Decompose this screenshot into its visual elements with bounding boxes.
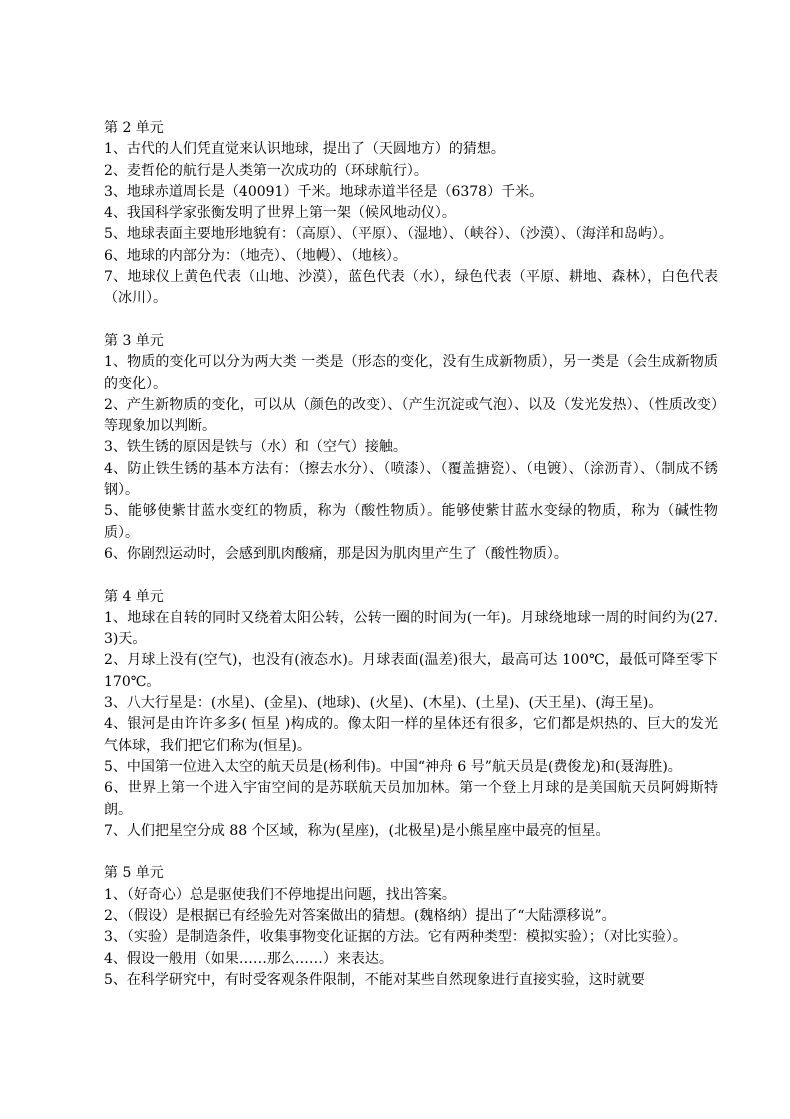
list-item: 2、（假设）是根据已有经验先对答案做出的猜想。(魏格纳）提出了“大陆漂移说”。 <box>104 907 616 924</box>
list-item: 3、八大行星是：(水星)、(金星)、(地球)、(火星)、(木星)、(土星)、(天王星)、(海王星)。 <box>104 695 663 712</box>
unit-3-section <box>104 331 718 565</box>
list-item: 3、（实验）是制造条件，收集事物变化证据的方法。它有两种类型：模拟实验）；（对比实验）。 <box>104 929 687 946</box>
unit-heading: 第 2 单元 <box>104 120 164 136</box>
list-item: 6、你剧烈运动时，会感到肌肉酸痛，那是因为肌肉里产生了（酸性物质）。 <box>104 545 568 562</box>
list-item: 7、人们把星空分成 88 个区域，称为(星座)，(北极星)是小熊星座中最亮的恒星。 <box>104 822 610 839</box>
list-item: 4、我国科学家张衡发明了世界上第一架（候风地动仪）。 <box>104 205 456 222</box>
list-item: 1、物质的变化可以分为两大类 一类是（形态的变化，没有生成新物质），另一类是（会生成新物质的变化）。 <box>104 354 718 392</box>
list-item: 3、铁生锈的原因是铁与（水）和（空气）接触。 <box>104 439 407 456</box>
list-item: 4、防止铁生锈的基本方法有：（擦去水分）、（喷漆）、（覆盖搪瓷）、（电镀）、（涂沥青）、（制成不锈钢）。 <box>104 460 718 499</box>
list-item: 5、中国第一位进入太空的航天员是(杨利伟)。中国“神舟 6 号”航天员是(费俊龙)和(聂海胜)。 <box>104 758 682 775</box>
list-item: 2、麦哲伦的航行是人类第一次成功的（环球航行）。 <box>104 162 428 179</box>
list-item: 6、地球的内部分为：（地壳）、（地幔）、（地核）。 <box>104 247 407 264</box>
list-item: 4、假设一般用（如果……那么……）来表达。 <box>104 950 393 967</box>
list-item: 3、地球赤道周长是（40091）千米。地球赤道半径是（6378）千米。 <box>104 183 544 200</box>
list-item: 5、地球表面主要地形地貌有：（高原）、（平原）、（湿地）、（峡谷）、（沙漠）、（海洋和岛屿）。 <box>104 226 673 243</box>
unit-heading: 第 3 单元 <box>104 332 164 349</box>
unit-5-section <box>104 863 718 991</box>
document-page <box>104 118 718 1012</box>
list-item: 5、在科学研究中，有时受客观条件限制，不能对某些自然现象进行直接实验，这时就要 <box>104 971 645 988</box>
list-item: 1、古代的人们凭直觉来认识地球，提出了（天圆地方）的猜想。 <box>104 141 505 158</box>
list-item: 1、地球在自转的同时又绕着太阳公转，公转一圈的时间为(一年)。月球绕地球一周的时间约为(27.3)天。 <box>104 609 718 648</box>
list-item: 1、（好奇心）总是驱使我们不停地提出问题，找出答案。 <box>104 886 456 903</box>
list-item: 7、地球仪上黄色代表（山地、沙漠），蓝色代表（水），绿色代表（平原、耕地、森林），白色代表（冰川）。 <box>104 269 718 307</box>
list-item: 2、月球上没有(空气)，也没有(液态水)。月球表面(温差)很大，最高可达 100℃，最低可降至零下 170℃。 <box>104 652 718 690</box>
unit-heading: 第 4 单元 <box>104 588 164 605</box>
list-item: 5、能够使紫甘蓝水变红的物质，称为（酸性物质）。能够使紫甘蓝水变绿的物质，称为（碱性物质）。 <box>104 503 718 541</box>
list-item: 6、世界上第一个进入宇宙空间的是苏联航天员加加林。第一个登上月球的是美国航天员阿姆斯特朗。 <box>104 780 718 818</box>
unit-2-section <box>104 118 718 310</box>
list-item: 4、银河是由许许多多( 恒星 )构成的。像太阳一样的星体还有很多，它们都是炽热的、巨大的发光气体球，我们把它们称为(恒星)。 <box>104 716 718 754</box>
unit-4-section <box>104 587 718 843</box>
unit-heading: 第 5 单元 <box>104 865 164 882</box>
list-item: 2、产生新物质的变化，可以从（颜色的改变）、（产生沉淀或气泡）、以及（发光发热）、（性质改变）等现象加以判断。 <box>104 396 718 435</box>
